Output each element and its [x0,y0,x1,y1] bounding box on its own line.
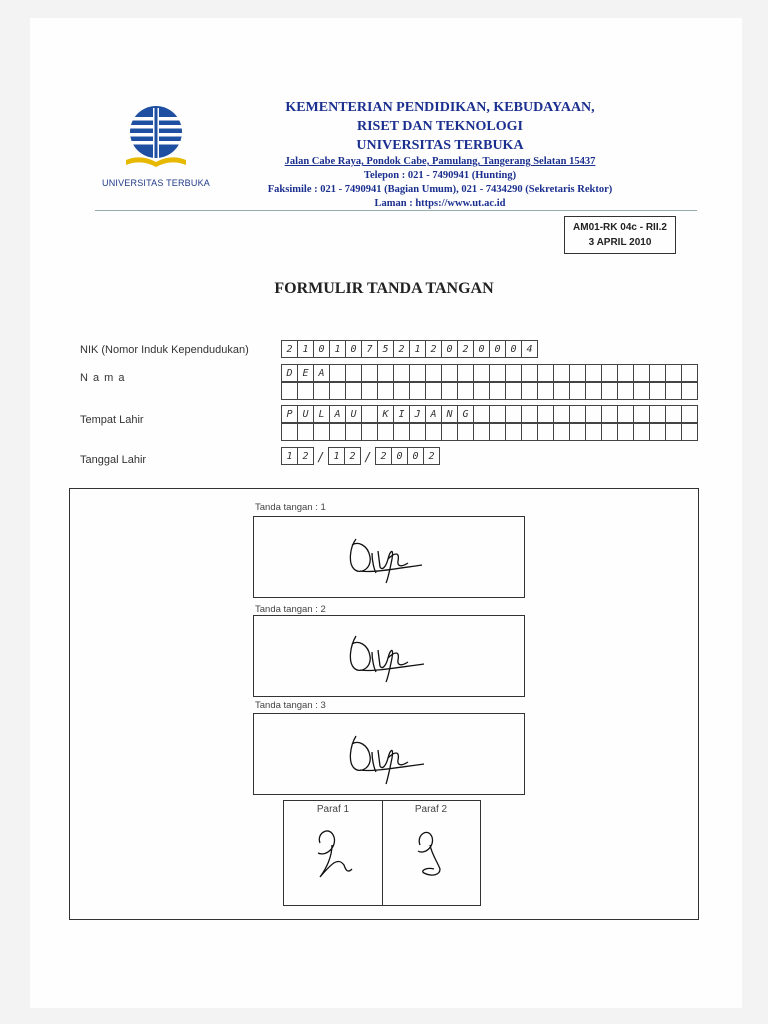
char-box[interactable] [522,382,538,400]
char-box[interactable]: 0 [506,340,522,358]
char-box[interactable] [314,382,330,400]
char-box[interactable]: E [298,364,314,382]
char-box[interactable] [682,405,698,423]
nama-label: N a m a [80,372,126,384]
char-box[interactable] [410,364,426,382]
ministry-name-line2: RISET DAN TEKNOLOGI [357,119,523,134]
char-box[interactable] [362,423,378,441]
date-char-box[interactable]: 0 [408,447,424,465]
char-box[interactable]: 0 [490,340,506,358]
char-box[interactable] [426,364,442,382]
char-box[interactable]: 0 [346,340,362,358]
paraf-2-icon [410,823,454,883]
char-box[interactable] [634,405,650,423]
char-box[interactable] [394,364,410,382]
char-box[interactable] [474,423,490,441]
signature-3-icon [342,726,432,786]
tempat-lahir-label: Tempat Lahir [80,414,144,426]
char-box[interactable] [650,423,666,441]
date-char-box[interactable]: 1 [329,447,345,465]
char-box[interactable] [330,364,346,382]
date-char-box[interactable]: 2 [424,447,440,465]
char-box[interactable] [554,364,570,382]
char-box[interactable] [666,364,682,382]
char-box[interactable] [346,423,362,441]
char-box[interactable]: 5 [378,340,394,358]
char-box[interactable] [330,382,346,400]
char-box[interactable] [426,382,442,400]
char-box[interactable] [602,364,618,382]
char-box[interactable]: 1 [330,340,346,358]
char-box[interactable] [442,364,458,382]
char-box[interactable]: 4 [522,340,538,358]
char-box[interactable] [570,364,586,382]
char-box[interactable]: I [394,405,410,423]
char-box[interactable]: 1 [410,340,426,358]
signature-2-box[interactable] [253,615,525,697]
nama-field-row2[interactable] [281,382,698,400]
char-box[interactable] [458,382,474,400]
char-box[interactable] [618,423,634,441]
date-char-box[interactable]: 1 [282,447,298,465]
header-divider [95,210,697,211]
char-box[interactable] [362,405,378,423]
char-box[interactable] [522,364,538,382]
char-box[interactable] [282,382,298,400]
char-box[interactable] [666,423,682,441]
signature-2-label: Tanda tangan : 2 [255,604,326,615]
signature-2-icon [342,628,432,684]
char-box[interactable] [586,405,602,423]
char-box[interactable] [554,423,570,441]
char-box[interactable] [330,423,346,441]
char-box[interactable]: 2 [394,340,410,358]
char-box[interactable]: K [378,405,394,423]
signature-1-box[interactable] [253,516,525,598]
char-box[interactable] [506,423,522,441]
form-title: FORMULIR TANDA TANGAN [274,280,494,297]
char-box[interactable] [666,382,682,400]
char-box[interactable]: 0 [474,340,490,358]
char-box[interactable] [426,423,442,441]
char-box[interactable] [298,423,314,441]
website: Laman : https://www.ut.ac.id [374,198,506,209]
char-box[interactable] [474,405,490,423]
char-box[interactable]: 2 [426,340,442,358]
char-box[interactable] [458,423,474,441]
paraf-1-label: Paraf 1 [316,804,350,815]
char-box[interactable] [506,364,522,382]
char-box[interactable] [586,364,602,382]
char-box[interactable] [618,405,634,423]
paraf-1-icon [312,823,356,883]
char-box[interactable] [490,405,506,423]
date-char-box[interactable]: 2 [376,447,392,465]
char-box[interactable]: L [314,405,330,423]
char-box[interactable] [682,423,698,441]
char-box[interactable] [618,382,634,400]
document-reference [564,216,676,254]
char-box[interactable] [634,364,650,382]
char-box[interactable] [362,364,378,382]
logo-caption: UNIVERSITAS TERBUKA [102,178,210,188]
char-box[interactable]: G [458,405,474,423]
char-box[interactable] [586,423,602,441]
char-box[interactable] [650,382,666,400]
char-box[interactable] [682,382,698,400]
signature-3-label: Tanda tangan : 3 [255,700,326,711]
char-box[interactable] [538,364,554,382]
char-box[interactable]: U [298,405,314,423]
date-char-box[interactable]: 2 [298,447,314,465]
nik-label: NIK (Nomor Induk Kependudukan) [80,344,249,356]
char-box[interactable] [634,423,650,441]
university-logo [96,104,216,188]
paraf-2-label: Paraf 2 [414,804,448,815]
char-box[interactable] [314,423,330,441]
char-box[interactable]: 2 [458,340,474,358]
char-box[interactable] [490,382,506,400]
document-date: 3 APRIL 2010 [588,237,652,248]
char-box[interactable] [618,364,634,382]
char-box[interactable] [586,382,602,400]
char-box[interactable] [538,405,554,423]
char-box[interactable] [570,382,586,400]
char-box[interactable] [554,382,570,400]
char-box[interactable]: 2 [282,340,298,358]
date-char-box[interactable]: 2 [345,447,361,465]
paraf-2-box[interactable] [382,800,481,906]
paraf-1-box[interactable] [283,800,383,906]
char-box[interactable] [650,364,666,382]
char-box[interactable]: 1 [298,340,314,358]
char-box[interactable] [570,405,586,423]
nik-field[interactable] [281,340,538,358]
char-box[interactable] [602,382,618,400]
date-char-box[interactable]: 0 [392,447,408,465]
char-box[interactable] [506,382,522,400]
char-box[interactable]: A [426,405,442,423]
document-code: AM01-RK 04c - RII.2 [573,222,667,233]
char-box[interactable] [346,364,362,382]
char-box[interactable] [522,423,538,441]
tempat-lahir-field[interactable] [281,405,698,423]
char-box[interactable]: 0 [442,340,458,358]
char-box[interactable] [410,382,426,400]
char-box[interactable] [602,423,618,441]
char-box[interactable] [602,405,618,423]
char-box[interactable] [490,364,506,382]
char-box[interactable]: 7 [362,340,378,358]
char-box[interactable] [442,382,458,400]
char-box[interactable]: J [410,405,426,423]
char-box[interactable] [458,364,474,382]
date-separator: / [317,450,325,464]
char-box[interactable] [378,382,394,400]
fax: Faksimile : 021 - 7490941 (Bagian Umum), 021 - 7434290 (Sekretaris Rektor) [267,184,613,195]
char-box[interactable] [362,382,378,400]
signature-1-label: Tanda tangan : 1 [255,502,326,513]
char-box[interactable] [282,423,298,441]
tanggal-lahir-field[interactable] [281,447,440,465]
nama-field[interactable] [281,364,698,382]
signature-1-icon [342,529,432,585]
tanggal-lahir-label: Tanggal Lahir [80,454,147,466]
date-separator: / [364,450,372,464]
char-box[interactable] [298,382,314,400]
char-box[interactable] [394,382,410,400]
char-box[interactable] [442,423,458,441]
char-box[interactable]: U [346,405,362,423]
signature-3-box[interactable] [253,713,525,795]
char-box[interactable]: A [314,364,330,382]
char-box[interactable]: N [442,405,458,423]
university-emblem-icon [108,104,204,176]
tempat-lahir-field-row2[interactable] [281,423,698,441]
char-box[interactable]: P [282,405,298,423]
char-box[interactable] [570,423,586,441]
letterhead [250,98,630,211]
char-box[interactable]: 0 [314,340,330,358]
char-box[interactable] [538,423,554,441]
char-box[interactable] [682,364,698,382]
address: Jalan Cabe Raya, Pondok Cabe, Pamulang, Tangerang Selatan 15437 [284,156,596,167]
char-box[interactable] [522,405,538,423]
char-box[interactable] [554,405,570,423]
telephone: Telepon : 021 - 7490941 (Hunting) [363,170,517,181]
char-box[interactable] [666,405,682,423]
char-box[interactable]: A [330,405,346,423]
char-box[interactable] [474,382,490,400]
char-box[interactable] [490,423,506,441]
char-box[interactable] [410,423,426,441]
char-box[interactable] [634,382,650,400]
char-box[interactable] [378,423,394,441]
char-box[interactable]: D [282,364,298,382]
char-box[interactable] [378,364,394,382]
char-box[interactable] [650,405,666,423]
university-name: UNIVERSITAS TERBUKA [356,138,524,153]
char-box[interactable] [346,382,362,400]
char-box[interactable] [394,423,410,441]
char-box[interactable] [474,364,490,382]
ministry-name-line1: KEMENTERIAN PENDIDIKAN, KEBUDAYAAN, [285,100,595,115]
char-box[interactable] [538,382,554,400]
char-box[interactable] [506,405,522,423]
